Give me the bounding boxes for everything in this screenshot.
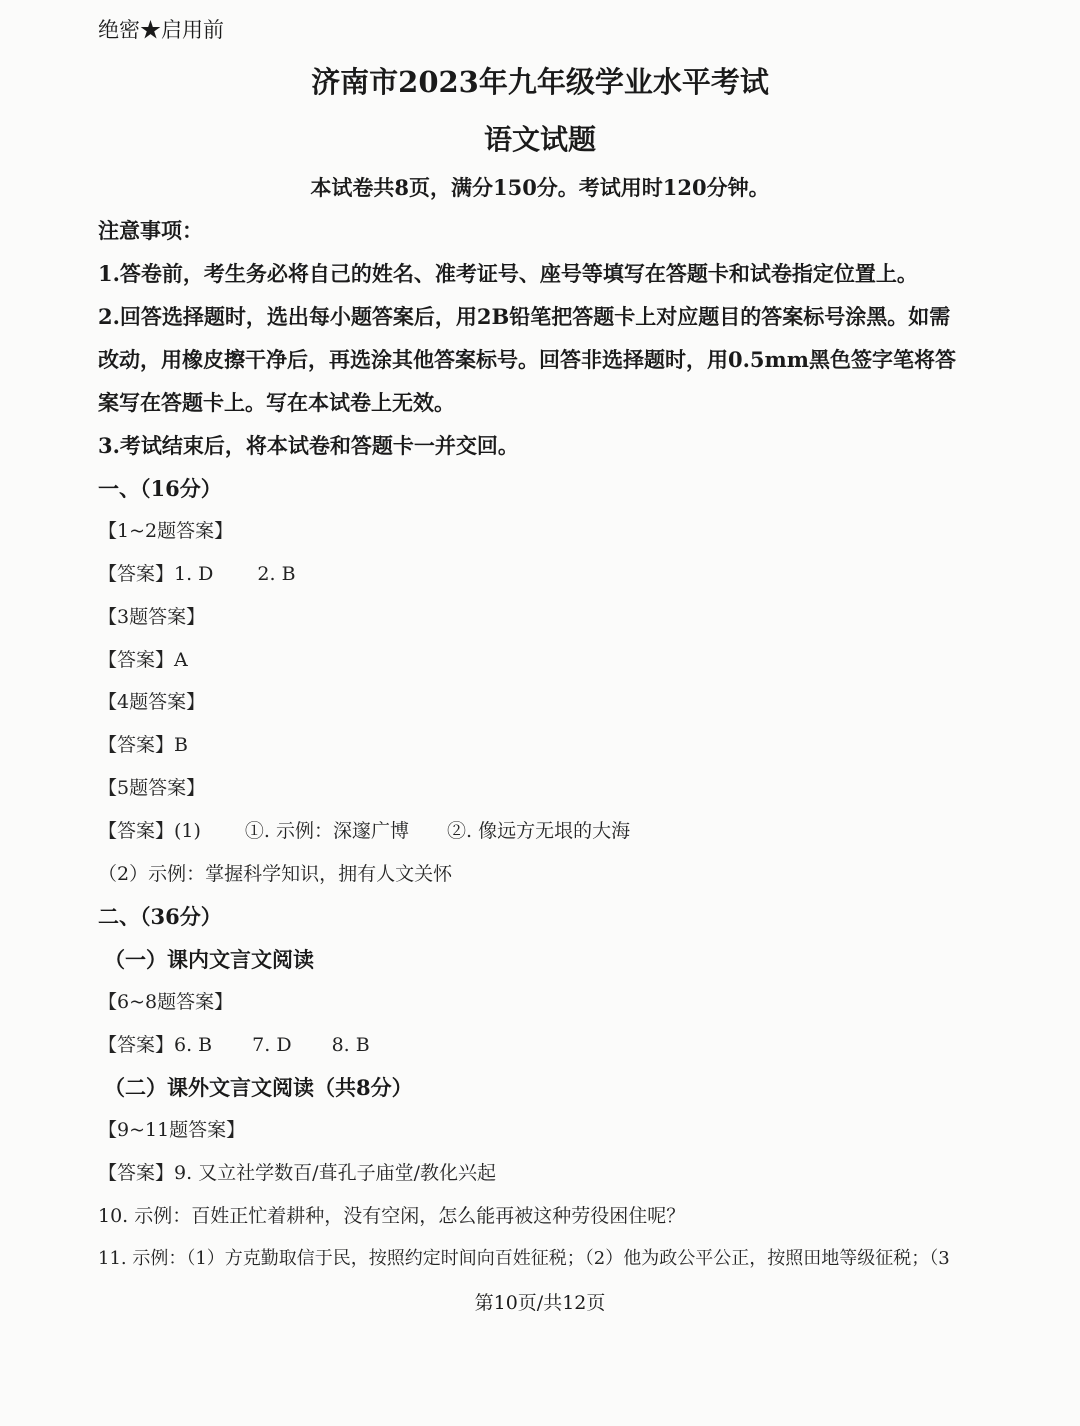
notice-item-2-line-3: 案写在答题卡上。写在本试卷上无效。 bbox=[98, 390, 455, 415]
q5-heading: 【5题答案】 bbox=[98, 777, 206, 799]
q8-answer: 8. B bbox=[331, 1034, 370, 1056]
q6-8-heading: 【6~8题答案】 bbox=[98, 991, 234, 1013]
q7-answer: 7. D bbox=[252, 1034, 292, 1056]
q5-answer-1 bbox=[98, 816, 630, 843]
q5-label: 【答案】(1) bbox=[98, 820, 201, 842]
part2-sub1-heading: （一）课内文言文阅读 bbox=[104, 947, 314, 972]
exam-title: 济南市2023年九年级学业水平考试 bbox=[311, 65, 769, 99]
page-number: 第10页/共12页 bbox=[474, 1292, 606, 1314]
q1-answer: 1. D bbox=[174, 563, 214, 585]
q4-answer: 【答案】B bbox=[98, 734, 188, 756]
part2-heading: 二、（36分） bbox=[98, 904, 222, 929]
q1-2-heading: 【1~2题答案】 bbox=[98, 520, 234, 542]
q6-answer: 6. B bbox=[174, 1034, 213, 1056]
notice-item-2-line-2: 改动，用橡皮擦干净后，再选涂其他答案标号。回答非选择题时，用0.5mm黑色签字笔将答 bbox=[98, 347, 956, 372]
q3-heading: 【3题答案】 bbox=[98, 606, 206, 628]
part2-sub2-heading: （二）课外文言文阅读（共8分） bbox=[104, 1075, 413, 1100]
q3-answer: 【答案】A bbox=[98, 649, 188, 671]
q4-heading: 【4题答案】 bbox=[98, 691, 206, 713]
q5-answer-a: ①. 示例：深邃广博 bbox=[244, 820, 410, 842]
notice-item-2-line-1: 2.回答选择题时，选出每小题答案后，用2B铅笔把答题卡上对应题目的答案标号涂黑。如需 bbox=[98, 304, 951, 329]
q11-answer: 11. 示例：（1）方克勤取信于民，按照约定时间向百姓征税；（2）他为政公平公正，按照田地等级征税；（3 bbox=[98, 1248, 950, 1269]
answer-label: 【答案】 bbox=[98, 1034, 175, 1056]
notice-heading: 注意事项： bbox=[98, 218, 203, 243]
q9-11-heading: 【9~11题答案】 bbox=[98, 1119, 246, 1141]
notice-item-1: 1.答卷前，考生务必将自己的姓名、准考证号、座号等填写在答题卡和试卷指定位置上。 bbox=[98, 261, 918, 286]
q5-answer-2: （2）示例：掌握科学知识，拥有人文关怀 bbox=[98, 863, 453, 885]
q6-8-answer bbox=[98, 1030, 370, 1057]
exam-info: 本试卷共8页，满分150分。考试用时120分钟。 bbox=[310, 175, 770, 200]
secret-label: 绝密★启用前 bbox=[98, 18, 224, 42]
q10-answer: 10. 示例：百姓正忙着耕种，没有空闲，怎么能再被这种劳役困住呢？ bbox=[98, 1205, 686, 1227]
part1-heading: 一、（16分） bbox=[98, 476, 222, 501]
q2-answer: 2. B bbox=[257, 563, 296, 585]
answer-label: 【答案】 bbox=[98, 563, 175, 585]
q9-answer: 【答案】9. 又立社学数百/葺孔子庙堂/教化兴起 bbox=[98, 1162, 496, 1184]
q5-answer-b: ②. 像远方无垠的大海 bbox=[447, 820, 631, 842]
notice-item-3: 3.考试结束后，将本试卷和答题卡一并交回。 bbox=[98, 433, 519, 458]
q1-2-answer bbox=[98, 559, 296, 586]
exam-subtitle: 语文试题 bbox=[483, 123, 596, 156]
